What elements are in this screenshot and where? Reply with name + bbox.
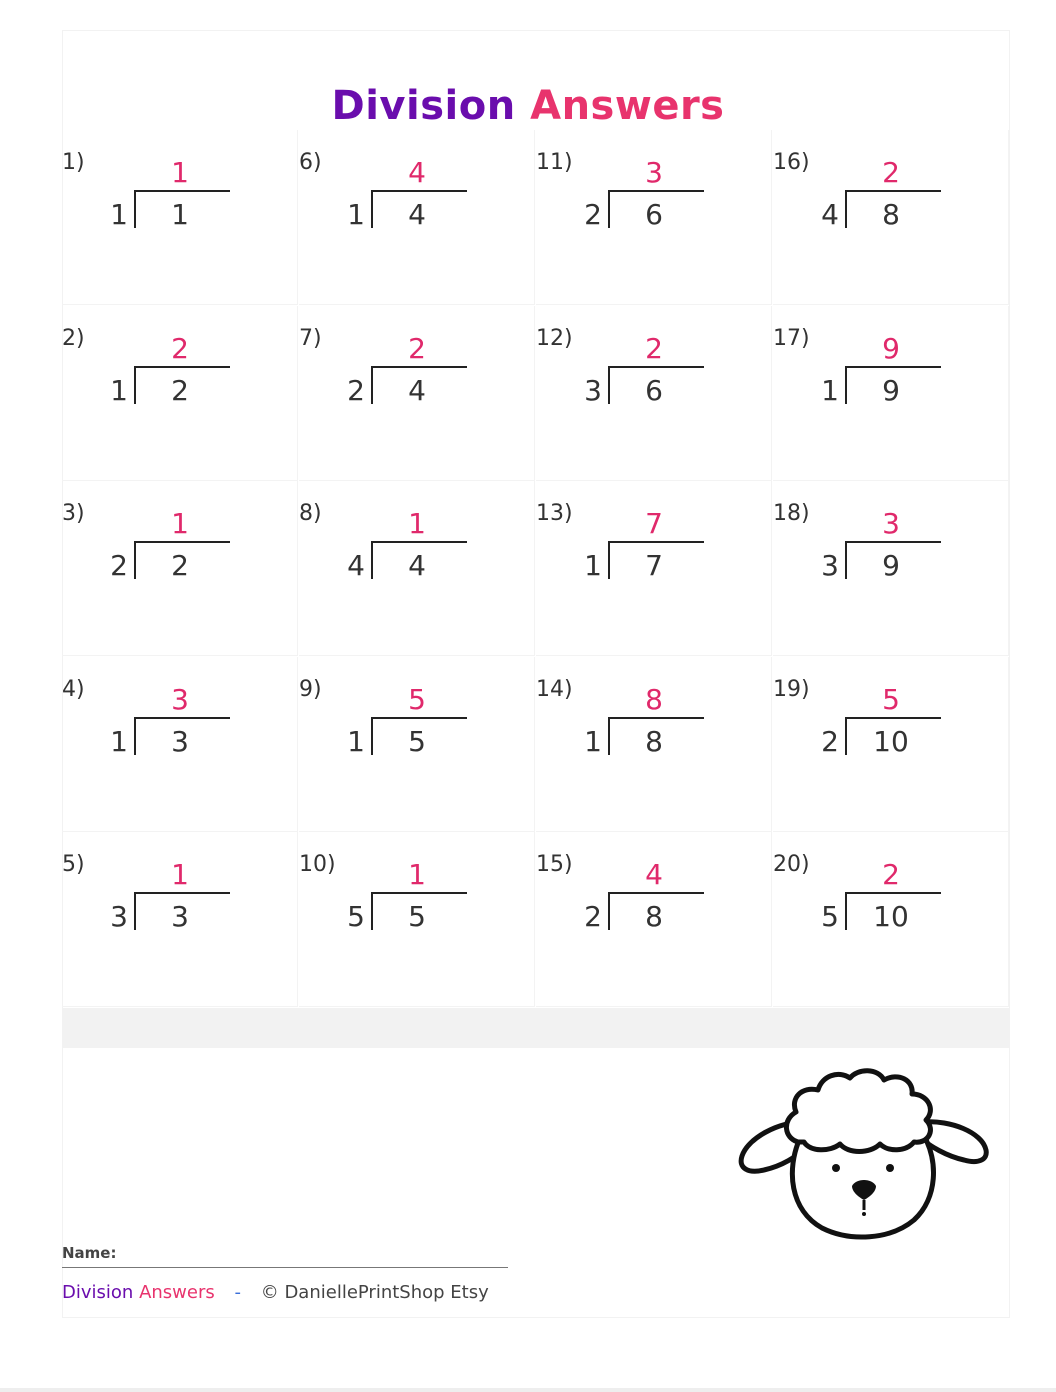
- problem-divisor: 3: [584, 373, 602, 407]
- problem-cell: [773, 306, 1009, 481]
- problem-divisor: 3: [821, 549, 839, 583]
- problem-dividend: 3: [171, 724, 189, 758]
- problem-answer: 5: [882, 682, 900, 716]
- problem-divisor: 2: [821, 724, 839, 758]
- problem-dividend: 6: [645, 373, 663, 407]
- problem-cell: [536, 657, 772, 832]
- page-edge: [0, 1388, 1056, 1392]
- problem-answer: 1: [171, 507, 189, 541]
- problem-number: 18): [773, 501, 810, 527]
- problem-answer: 4: [408, 156, 426, 189]
- problem-dividend: 5: [408, 900, 426, 934]
- problem-dividend: 2: [171, 373, 189, 407]
- problem-divisor: 1: [110, 724, 128, 758]
- problem-divisor: 1: [347, 198, 365, 231]
- problem-number: 8): [299, 501, 322, 527]
- problem-cell: [773, 832, 1009, 1007]
- problem-number: 10): [299, 852, 336, 878]
- footer-separator: -: [234, 1282, 241, 1303]
- problem-dividend: 8: [645, 900, 663, 934]
- problem-divisor: 2: [584, 900, 602, 934]
- problem-answer: 8: [645, 682, 663, 716]
- problem-divisor: 2: [584, 198, 602, 231]
- problem-cell: [299, 481, 535, 656]
- page-title: [0, 83, 1056, 129]
- problem-answer: 3: [645, 156, 663, 189]
- problem-dividend: 8: [882, 198, 900, 231]
- footer-credit: © DaniellePrintShop Etsy: [260, 1282, 489, 1303]
- problem-answer: 1: [171, 858, 189, 892]
- problem-dividend: 3: [171, 900, 189, 934]
- problem-divisor: 1: [821, 373, 839, 407]
- problem-number: 14): [536, 676, 573, 702]
- problem-divisor: 2: [110, 549, 128, 583]
- problem-answer: 2: [882, 858, 900, 892]
- problem-dividend: 10: [873, 724, 909, 758]
- problem-cell: [62, 130, 298, 305]
- problem-answer: 3: [171, 682, 189, 716]
- problem-divisor: 1: [110, 198, 128, 231]
- problem-divisor: 2: [347, 373, 365, 407]
- problem-answer: 2: [645, 331, 663, 365]
- problem-number: 5): [62, 852, 85, 878]
- problem-dividend: 10: [873, 900, 909, 934]
- problem-number: 4): [62, 676, 85, 702]
- problem-number: 19): [773, 676, 810, 702]
- problem-cell: [62, 306, 298, 481]
- problem-answer: 5: [408, 682, 426, 716]
- footer-word-answers: Answers: [139, 1282, 215, 1303]
- problem-dividend: 9: [882, 549, 900, 583]
- problem-cell: [299, 130, 535, 305]
- problem-number: 13): [536, 501, 573, 527]
- problem-number: 2): [62, 325, 85, 351]
- problem-number: 7): [299, 325, 322, 351]
- problem-answer: 4: [645, 858, 663, 892]
- problem-answer: 1: [171, 156, 189, 189]
- problem-answer: 7: [645, 507, 663, 541]
- problem-cell: [536, 306, 772, 481]
- problem-cell: [299, 306, 535, 481]
- problem-divisor: 4: [821, 198, 839, 231]
- title-word-answers: Answers: [530, 82, 725, 129]
- problem-cell: [299, 657, 535, 832]
- problem-divisor: 1: [347, 724, 365, 758]
- problem-cell: [62, 832, 298, 1007]
- problem-dividend: 5: [408, 724, 426, 758]
- problem-answer: 2: [408, 331, 426, 365]
- problem-answer: 3: [882, 507, 900, 541]
- problem-dividend: 1: [171, 198, 189, 231]
- problem-cell: [299, 832, 535, 1007]
- problem-number: 9): [299, 676, 322, 702]
- problem-cell: [536, 481, 772, 656]
- problem-dividend: 4: [408, 373, 426, 407]
- problem-answer: 2: [171, 331, 189, 365]
- problem-number: 6): [299, 150, 322, 175]
- problem-answer: 9: [882, 331, 900, 365]
- problems-grid: [62, 130, 1010, 1008]
- problem-cell: [773, 657, 1009, 832]
- problem-cell: [62, 657, 298, 832]
- problem-number: 1): [62, 150, 85, 175]
- footer-word-division: Division: [62, 1282, 134, 1303]
- problem-divisor: 5: [821, 900, 839, 934]
- problem-number: 11): [536, 150, 573, 175]
- footer: [62, 1282, 489, 1303]
- title-word-division: Division: [331, 82, 516, 129]
- divider-band: [62, 1008, 1010, 1048]
- problem-dividend: 8: [645, 724, 663, 758]
- problem-answer: 1: [408, 507, 426, 541]
- problem-divisor: 1: [584, 549, 602, 583]
- problem-dividend: 7: [645, 549, 663, 583]
- problem-cell: [773, 130, 1009, 305]
- problem-answer: 1: [408, 858, 426, 892]
- problem-dividend: 2: [171, 549, 189, 583]
- sheep-face-icon: [738, 1060, 996, 1242]
- problem-number: 20): [773, 852, 810, 878]
- problem-number: 17): [773, 325, 810, 351]
- problem-dividend: 4: [408, 198, 426, 231]
- problem-dividend: 6: [645, 198, 663, 231]
- problem-number: 15): [536, 852, 573, 878]
- problem-cell: [773, 481, 1009, 656]
- problem-dividend: 9: [882, 373, 900, 407]
- problem-answer: 2: [882, 156, 900, 189]
- problem-divisor: 1: [584, 724, 602, 758]
- name-line: [62, 1267, 508, 1268]
- problem-divisor: 1: [110, 373, 128, 407]
- problem-cell: [536, 130, 772, 305]
- problem-divisor: 5: [347, 900, 365, 934]
- problem-number: 16): [773, 150, 810, 175]
- problem-cell: [62, 481, 298, 656]
- problem-divisor: 3: [110, 900, 128, 934]
- problem-number: 3): [62, 501, 85, 527]
- problem-cell: [536, 832, 772, 1007]
- name-label: Name:: [62, 1244, 117, 1262]
- problem-number: 12): [536, 325, 573, 351]
- problem-divisor: 4: [347, 549, 365, 583]
- problem-dividend: 4: [408, 549, 426, 583]
